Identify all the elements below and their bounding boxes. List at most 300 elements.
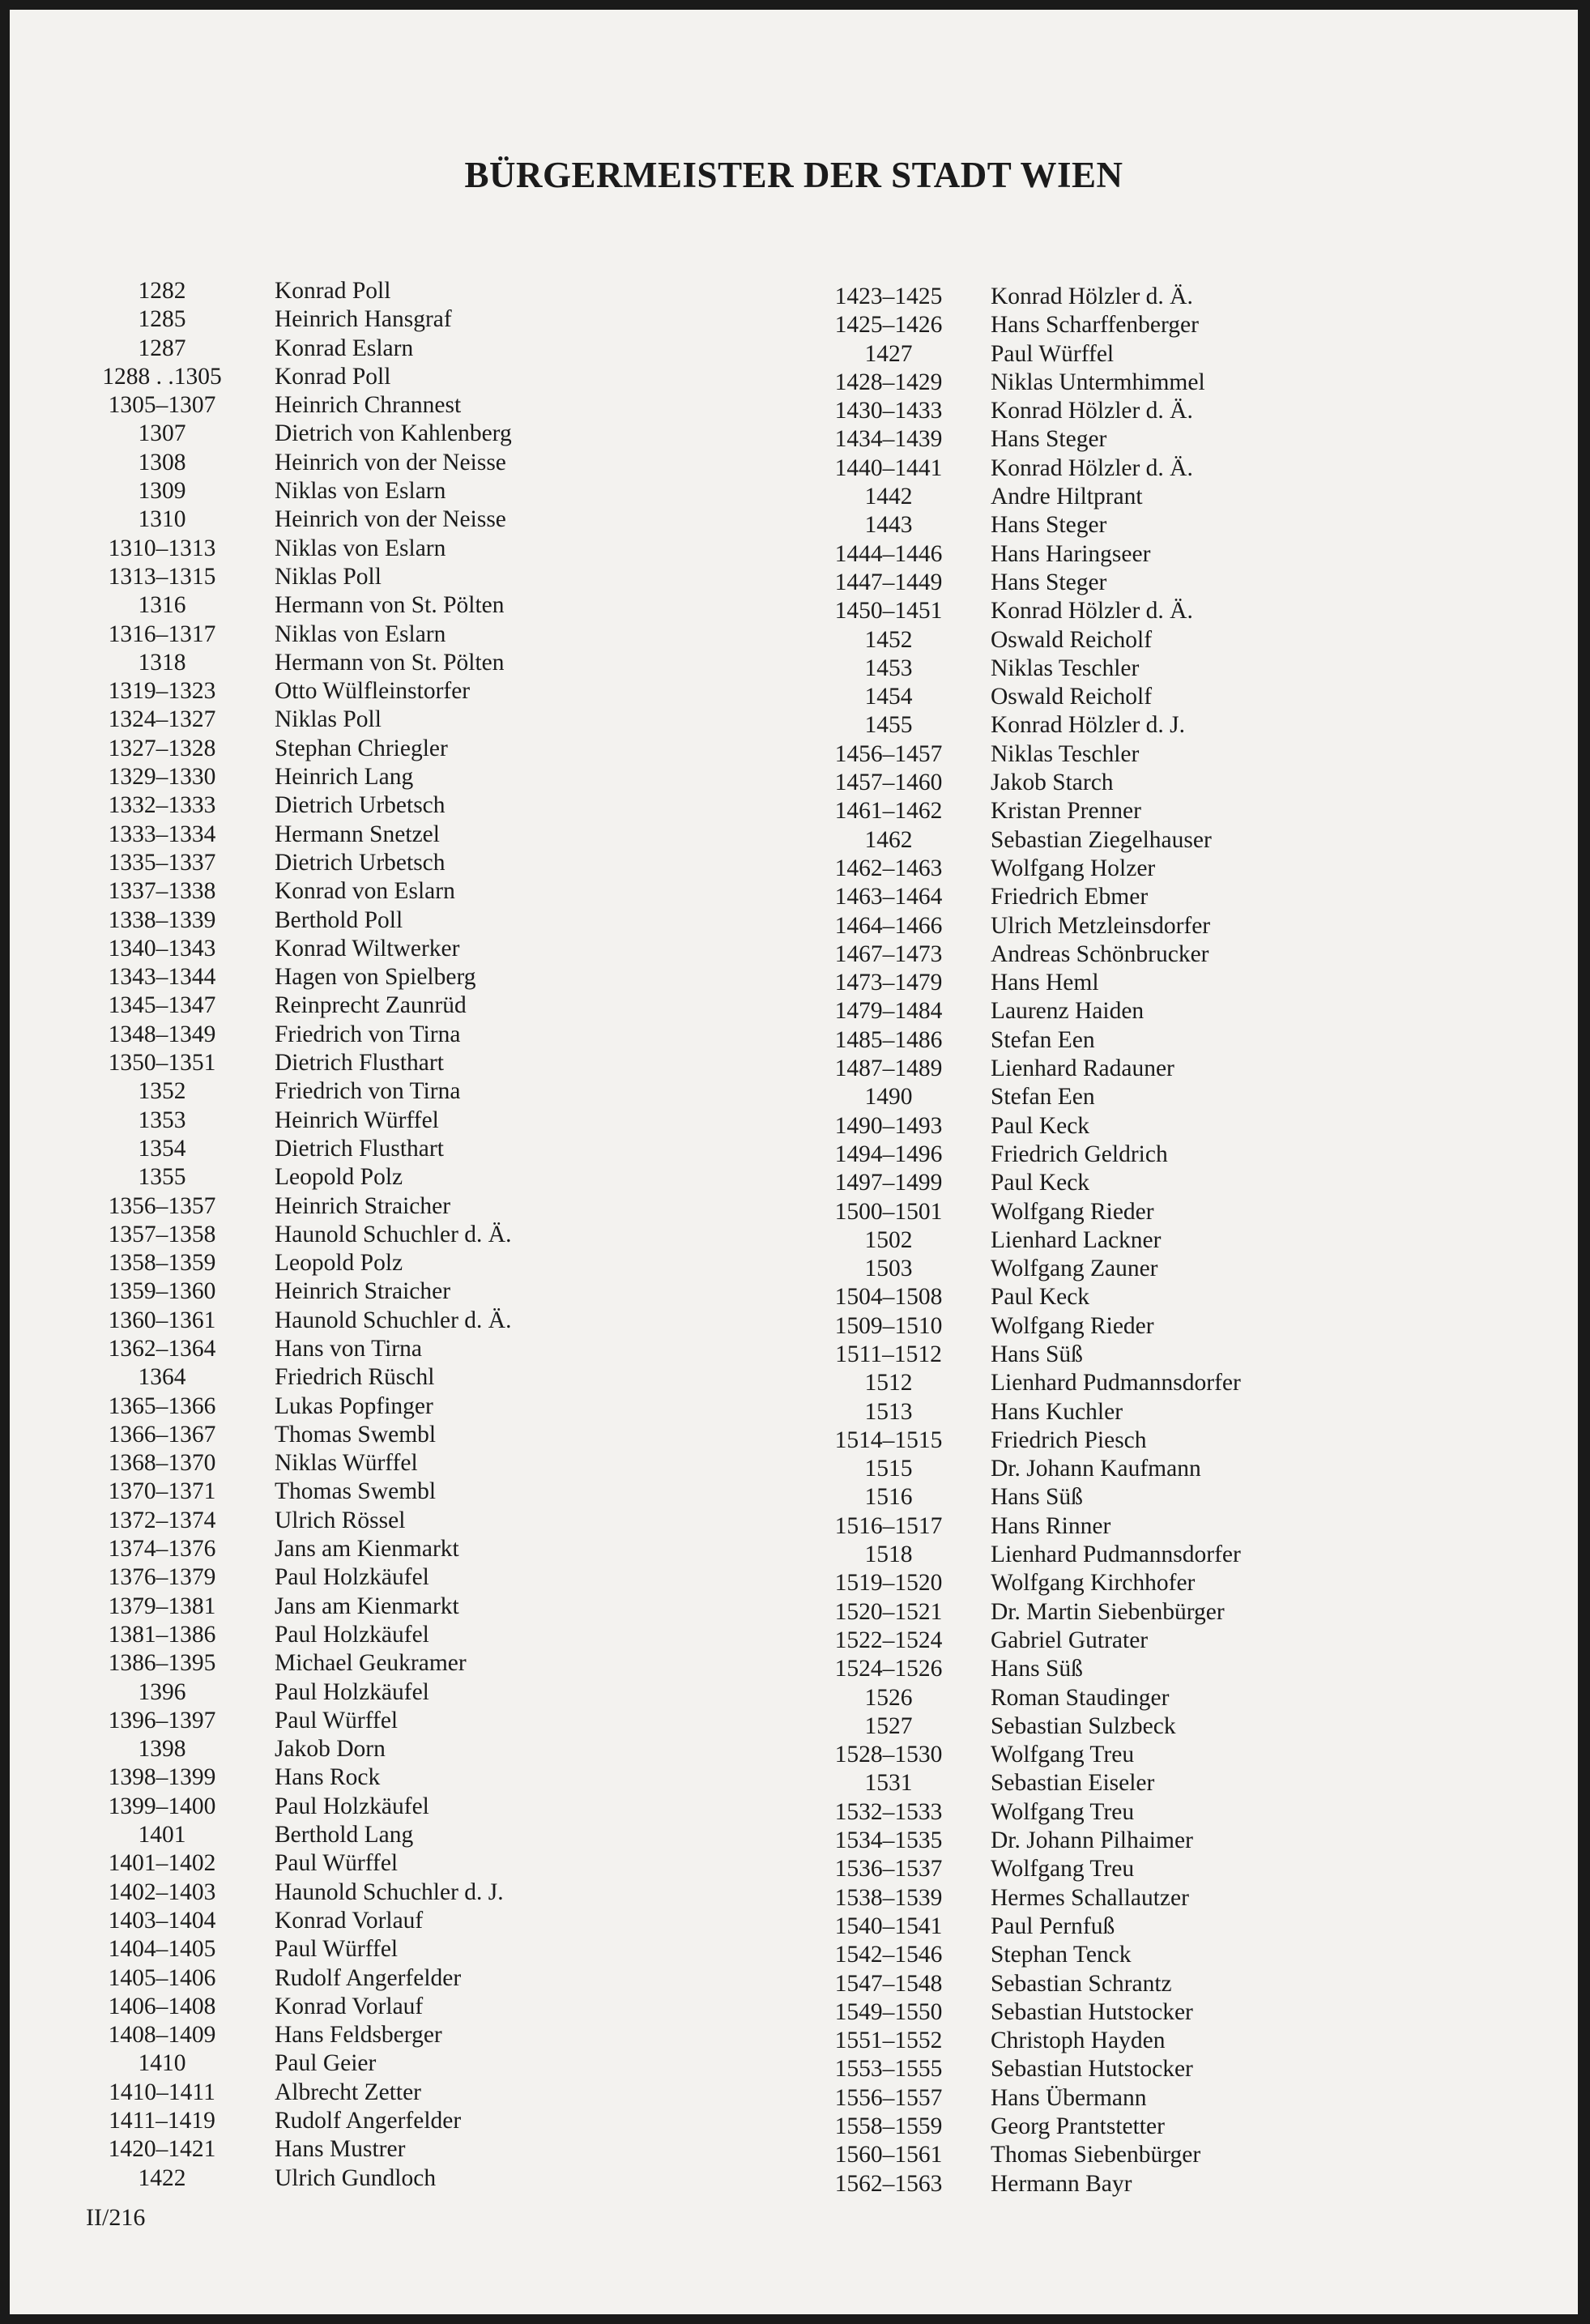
mayor-name: Konrad von Eslarn [275, 878, 455, 905]
term-years: 1473–1479 [834, 970, 943, 996]
mayor-entry [808, 1455, 1241, 1483]
mayor-name: Sebastian Schrantz [991, 1970, 1172, 1997]
mayor-name: Oswald Reicholf [991, 626, 1153, 653]
term-years: 1519–1520 [834, 1570, 943, 1597]
mayor-entry [87, 449, 512, 477]
mayor-entry [87, 1621, 512, 1649]
mayor-entry [87, 477, 512, 505]
mayor-entry [808, 369, 1241, 397]
mayor-entry [808, 1512, 1241, 1541]
mayor-entry [87, 963, 512, 991]
mayor-name: Sebastian Eiseler [991, 1770, 1155, 1797]
mayor-entry [87, 1535, 512, 1563]
term-years: 1428–1429 [834, 369, 943, 395]
mayor-name: Kristan Prenner [991, 798, 1141, 825]
term-years: 1307 [138, 420, 186, 447]
mayor-list-right-column [808, 283, 1241, 2198]
mayor-name: Hans Haringseer [991, 540, 1151, 567]
mayor-entry [87, 1077, 512, 1106]
mayor-entry [808, 912, 1241, 940]
mayor-name: Paul Keck [991, 1170, 1090, 1196]
mayor-entry [808, 340, 1241, 369]
mayor-entry [87, 1593, 512, 1621]
mayor-name: Hans Heml [991, 970, 1099, 996]
mayor-name: Paul Keck [991, 1284, 1090, 1311]
mayor-name: Hans Scharffenberger [991, 312, 1199, 339]
mayor-entry [87, 1793, 512, 1821]
term-years: 1490–1493 [834, 1112, 943, 1139]
mayor-entry [87, 620, 512, 649]
term-years: 1285 [138, 306, 186, 333]
term-years: 1497–1499 [834, 1170, 943, 1196]
term-years: 1540–1541 [834, 1913, 943, 1939]
mayor-entry [808, 1798, 1241, 1827]
mayor-entry [808, 1169, 1241, 1197]
mayor-entry [808, 2027, 1241, 2055]
mayor-entry [808, 1569, 1241, 1597]
mayor-name: Stefan Een [991, 1026, 1095, 1053]
term-years: 1467–1473 [834, 940, 943, 967]
term-years: 1355 [138, 1164, 186, 1191]
mayor-name: Wolfgang Zauner [991, 1256, 1158, 1282]
term-years: 1454 [864, 684, 913, 710]
term-years: 1527 [864, 1712, 913, 1739]
term-years: 1500–1501 [834, 1198, 943, 1225]
term-years: 1450–1451 [834, 598, 943, 625]
mayor-name: Berthold Poll [275, 906, 403, 933]
term-years: 1494–1496 [834, 1141, 943, 1167]
mayor-entry [808, 425, 1241, 454]
term-years: 1402–1403 [108, 1878, 216, 1905]
mayor-name: Wolfgang Treu [991, 1798, 1135, 1825]
mayor-entry [87, 2021, 512, 2049]
term-years: 1356–1357 [108, 1192, 216, 1219]
mayor-entry [87, 1107, 512, 1135]
term-years: 1524–1526 [834, 1656, 943, 1682]
mayor-entry [87, 2079, 512, 2107]
mayor-name: Paul Holzkäufel [275, 1793, 429, 1819]
mayor-entry [808, 454, 1241, 483]
mayor-entry [87, 1392, 512, 1421]
mayor-entry [808, 2113, 1241, 2141]
mayor-entry [808, 1483, 1241, 1512]
mayor-name: Georg Prantstetter [991, 2113, 1165, 2139]
document-page [10, 10, 1578, 2314]
term-years: 1358–1359 [108, 1250, 216, 1277]
mayor-name: Thomas Siebenbürger [991, 2142, 1201, 2168]
term-years: 1562–1563 [834, 2170, 943, 2197]
mayor-name: Friedrich Ebmer [991, 884, 1149, 910]
mayor-entry [808, 2055, 1241, 2083]
term-years: 1425–1426 [834, 312, 943, 339]
mayor-name: Konrad Vorlauf [275, 1993, 424, 2019]
mayor-name: Ulrich Rössel [275, 1507, 406, 1533]
term-years: 1362–1364 [108, 1335, 216, 1362]
mayor-entry [808, 1541, 1241, 1569]
mayor-entry [808, 1255, 1241, 1283]
mayor-name: Stephan Tenck [991, 1942, 1132, 1968]
term-years: 1503 [864, 1256, 913, 1282]
mayor-name: Niklas Poll [275, 563, 382, 590]
mayor-entry [87, 1964, 512, 1993]
mayor-name: Stefan Een [991, 1084, 1095, 1111]
term-years: 1410–1411 [109, 2079, 215, 2105]
term-years: 1381–1386 [108, 1621, 216, 1648]
mayor-name: Heinrich Würffel [275, 1107, 439, 1133]
term-years: 1513 [864, 1398, 913, 1425]
mayor-name: Lienhard Radauner [991, 1055, 1174, 1082]
mayor-entry [808, 283, 1241, 311]
mayor-entry [87, 1221, 512, 1249]
mayor-name: Heinrich Lang [275, 764, 414, 791]
mayor-name: Heinrich von der Neisse [275, 506, 506, 533]
term-years: 1366–1367 [108, 1421, 216, 1448]
mayor-entry [808, 1083, 1241, 1111]
mayor-entry [87, 1449, 512, 1478]
term-years: 1337–1338 [108, 878, 216, 905]
term-years: 1534–1535 [834, 1827, 943, 1854]
mayor-entry [87, 1993, 512, 2021]
mayor-entry [87, 1678, 512, 1707]
term-years: 1532–1533 [834, 1798, 943, 1825]
term-years: 1536–1537 [834, 1856, 943, 1883]
term-years: 1313–1315 [108, 563, 216, 590]
term-years: 1370–1371 [108, 1478, 216, 1505]
term-years: 1310–1313 [108, 535, 216, 561]
mayor-name: Berthold Lang [275, 1822, 414, 1849]
mayor-entry [808, 597, 1241, 625]
mayor-entry [87, 2135, 512, 2164]
mayor-entry [808, 826, 1241, 855]
mayor-entry [808, 1741, 1241, 1769]
mayor-entry [808, 1226, 1241, 1255]
mayor-name: Paul Keck [991, 1112, 1090, 1139]
mayor-entry [87, 1563, 512, 1592]
mayor-entry [808, 626, 1241, 655]
term-years: 1547–1548 [834, 1970, 943, 1997]
mayor-name: Michael Geukramer [275, 1650, 467, 1677]
term-years: 1332–1333 [108, 792, 216, 819]
mayor-entry [808, 1341, 1241, 1369]
mayor-name: Heinrich Chrannest [275, 392, 462, 419]
mayor-name: Leopold Polz [275, 1250, 403, 1277]
mayor-name: Haunold Schuchler d. Ä. [275, 1307, 512, 1333]
mayor-name: Hermann von St. Pölten [275, 592, 505, 619]
mayor-entry [808, 311, 1241, 339]
mayor-name: Lienhard Pudmannsdorfer [991, 1542, 1241, 1568]
mayor-entry [87, 305, 512, 334]
mayor-entry [808, 883, 1241, 911]
mayor-entry [87, 1878, 512, 1907]
mayor-name: Hans Mustrer [275, 2136, 406, 2163]
mayor-name: Wolfgang Treu [991, 1856, 1135, 1883]
term-years: 1333–1334 [108, 821, 216, 847]
mayor-entry [808, 540, 1241, 569]
mayor-name: Haunold Schuchler d. J. [275, 1878, 504, 1905]
term-years: 1440–1441 [834, 454, 943, 481]
mayor-entry [808, 1913, 1241, 1941]
mayor-entry [808, 940, 1241, 969]
term-years: 1372–1374 [108, 1507, 216, 1533]
term-years: 1350–1351 [108, 1050, 216, 1077]
mayor-entry [808, 655, 1241, 683]
mayor-entry [87, 1163, 512, 1192]
mayor-entry [808, 1055, 1241, 1083]
term-years: 1406–1408 [108, 1993, 216, 2019]
mayor-entry [808, 1827, 1241, 1855]
mayor-name: Hermann von St. Pölten [275, 649, 505, 676]
mayor-entry [87, 791, 512, 820]
mayor-name: Hans Steger [991, 426, 1107, 453]
mayor-entry [87, 1021, 512, 1049]
mayor-name: Leopold Polz [275, 1164, 403, 1191]
term-years: 1549–1550 [834, 1998, 943, 2025]
mayor-entry [808, 511, 1241, 539]
term-years: 1305–1307 [108, 392, 216, 419]
term-years: 1463–1464 [834, 884, 943, 910]
mayor-name: Heinrich von der Neisse [275, 449, 506, 475]
mayor-name: Friedrich Geldrich [991, 1141, 1168, 1167]
term-years: 1360–1361 [108, 1307, 216, 1333]
mayor-entry [87, 1935, 512, 1964]
term-years: 1368–1370 [108, 1450, 216, 1477]
mayor-name: Hans Steger [991, 512, 1107, 539]
term-years: 1399–1400 [108, 1793, 216, 1819]
mayor-name: Albrecht Zetter [275, 2079, 422, 2105]
mayor-name: Lukas Popfinger [275, 1392, 433, 1419]
mayor-name: Hermann Bayr [991, 2170, 1132, 2197]
term-years: 1423–1425 [834, 284, 943, 309]
term-years: 1422 [138, 2164, 186, 2191]
mayor-entry [87, 649, 512, 677]
mayor-name: Hermes Schallautzer [991, 1884, 1189, 1911]
term-years: 1357–1358 [108, 1221, 216, 1247]
mayor-name: Konrad Hölzler d. Ä. [991, 284, 1193, 309]
term-years: 1345–1347 [108, 992, 216, 1019]
mayor-name: Lienhard Lackner [991, 1226, 1162, 1253]
mayor-entry [808, 997, 1241, 1026]
mayor-entry [808, 1998, 1241, 2027]
mayor-name: Paul Holzkäufel [275, 1621, 429, 1648]
term-years: 1318 [138, 649, 186, 676]
term-years: 1487–1489 [834, 1055, 943, 1082]
mayor-name: Ulrich Metzleinsdorfer [991, 912, 1211, 939]
term-years: 1353 [138, 1107, 186, 1133]
term-years: 1398–1399 [108, 1764, 216, 1791]
mayor-name: Sebastian Sulzbeck [991, 1712, 1176, 1739]
mayor-name: Niklas Teschler [991, 740, 1140, 767]
mayor-name: Roman Staudinger [991, 1684, 1170, 1711]
mayor-name: Hermann Snetzel [275, 821, 440, 847]
term-years: 1316–1317 [108, 620, 216, 647]
mayor-entry [808, 1884, 1241, 1913]
mayor-entry [808, 740, 1241, 769]
term-years: 1364 [138, 1364, 186, 1391]
term-years: 1455 [864, 712, 913, 739]
mayor-name: Wolfgang Holzer [991, 855, 1156, 881]
mayor-name: Ulrich Gundloch [275, 2164, 437, 2191]
mayor-entry [87, 1849, 512, 1878]
mayor-entry [87, 1277, 512, 1306]
mayor-name: Jans am Kienmarkt [275, 1593, 459, 1619]
mayor-entry [808, 2141, 1241, 2169]
mayor-name: Wolfgang Rieder [991, 1312, 1154, 1339]
mayor-entry [87, 735, 512, 763]
term-years: 1335–1337 [108, 849, 216, 876]
mayor-entry [808, 1198, 1241, 1226]
term-years: 1379–1381 [108, 1593, 216, 1619]
term-years: 1434–1439 [834, 426, 943, 453]
mayor-name: Hans Feldsberger [275, 2022, 442, 2049]
mayor-entry [87, 1192, 512, 1221]
term-years: 1531 [864, 1770, 913, 1797]
mayor-entry [87, 1478, 512, 1506]
mayor-entry [87, 1507, 512, 1535]
mayor-name: Paul Holzkäufel [275, 1678, 429, 1705]
term-years: 1522–1524 [834, 1627, 943, 1653]
mayor-name: Konrad Hölzler d. Ä. [991, 598, 1193, 625]
term-years: 1340–1343 [108, 935, 216, 962]
mayor-name: Niklas Poll [275, 706, 382, 733]
mayor-entry [808, 1769, 1241, 1797]
mayor-name: Niklas von Eslarn [275, 478, 446, 505]
term-years: 1308 [138, 449, 186, 475]
term-years: 1538–1539 [834, 1884, 943, 1911]
mayor-name: Hans Süß [991, 1341, 1083, 1367]
mayor-entry [808, 1312, 1241, 1341]
mayor-name: Dr. Martin Siebenbürger [991, 1598, 1225, 1625]
mayor-list-left-column [87, 277, 512, 2193]
term-years: 1452 [864, 626, 913, 653]
term-years: 1490 [864, 1084, 913, 1111]
term-years: 1401–1402 [108, 1850, 216, 1877]
mayor-entry [87, 535, 512, 563]
mayor-name: Hans von Tirna [275, 1335, 422, 1362]
term-years: 1343–1344 [108, 964, 216, 991]
mayor-name: Dietrich Urbetsch [275, 792, 445, 819]
mayor-entry [87, 821, 512, 849]
mayor-name: Reinprecht Zaunrüd [275, 992, 467, 1019]
mayor-name: Niklas Untermhimmel [991, 369, 1205, 395]
term-years: 1410 [138, 2050, 186, 2077]
term-years: 1365–1366 [108, 1392, 216, 1419]
mayor-entry [87, 935, 512, 963]
mayor-entry [808, 397, 1241, 425]
term-years: 1316 [138, 592, 186, 619]
term-years: 1386–1395 [108, 1650, 216, 1677]
term-years: 1526 [864, 1684, 913, 1711]
term-years: 1514–1515 [834, 1426, 943, 1453]
mayor-entry [87, 991, 512, 1020]
mayor-name: Thomas Swembl [275, 1478, 437, 1505]
mayor-entry [808, 1941, 1241, 1969]
term-years: 1327–1328 [108, 735, 216, 761]
mayor-name: Friedrich Piesch [991, 1426, 1147, 1453]
term-years: 1551–1552 [834, 2028, 943, 2054]
mayor-name: Dietrich Flusthart [275, 1135, 444, 1162]
term-years: 1462–1463 [834, 855, 943, 881]
term-years: 1324–1327 [108, 706, 216, 733]
mayor-entry [808, 1598, 1241, 1627]
mayor-name: Wolfgang Treu [991, 1742, 1135, 1768]
mayor-entry [87, 906, 512, 935]
mayor-entry [808, 769, 1241, 797]
term-years: 1479–1484 [834, 998, 943, 1025]
mayor-entry [808, 683, 1241, 711]
mayor-name: Niklas von Eslarn [275, 620, 446, 647]
term-years: 1405–1406 [108, 1964, 216, 1991]
mayor-name: Jans am Kienmarkt [275, 1536, 459, 1563]
term-years: 1398 [138, 1736, 186, 1763]
mayor-name: Andre Hiltprant [991, 484, 1143, 510]
mayor-name: Heinrich Hansgraf [275, 306, 452, 333]
term-years: 1374–1376 [108, 1536, 216, 1563]
mayor-entry [808, 1970, 1241, 1998]
mayor-entry [808, 1141, 1241, 1169]
mayor-entry [87, 505, 512, 534]
mayor-entry [87, 363, 512, 391]
term-years: 1528–1530 [834, 1742, 943, 1768]
mayor-name: Heinrich Straicher [275, 1192, 451, 1219]
term-years: 1464–1466 [834, 912, 943, 939]
mayor-name: Dr. Johann Kaufmann [991, 1456, 1201, 1482]
mayor-name: Paul Würffel [991, 340, 1115, 367]
mayor-entry [87, 763, 512, 791]
term-years: 1354 [138, 1135, 186, 1162]
mayor-name: Otto Wülfleinstorfer [275, 678, 471, 705]
mayor-name: Wolfgang Kirchhofer [991, 1570, 1196, 1597]
term-years: 1457–1460 [834, 770, 943, 796]
mayor-entry [87, 1907, 512, 1935]
mayor-name: Christoph Hayden [991, 2028, 1166, 2054]
term-years: 1408–1409 [108, 2022, 216, 2049]
term-years: 1504–1508 [834, 1284, 943, 1311]
term-years: 1456–1457 [834, 740, 943, 767]
term-years: 1516–1517 [834, 1512, 943, 1539]
term-years: 1396 [138, 1678, 186, 1705]
mayor-name: Dr. Johann Pilhaimer [991, 1827, 1193, 1854]
mayor-entry [87, 1049, 512, 1077]
mayor-name: Paul Pernfuß [991, 1913, 1115, 1939]
term-years: 1430–1433 [834, 398, 943, 424]
mayor-name: Lienhard Pudmannsdorfer [991, 1370, 1241, 1397]
mayor-entry [808, 1283, 1241, 1311]
mayor-entry [87, 591, 512, 620]
mayor-entry [87, 2049, 512, 2078]
mayor-name: Paul Würffel [275, 1707, 399, 1733]
mayor-entry [808, 1369, 1241, 1397]
term-years: 1447–1449 [834, 569, 943, 595]
mayor-name: Dietrich von Kahlenberg [275, 420, 512, 447]
mayor-entry [808, 1398, 1241, 1426]
mayor-name: Konrad Hölzler d. J. [991, 712, 1186, 739]
mayor-entry [87, 849, 512, 877]
term-years: 1516 [864, 1484, 913, 1511]
term-years: 1352 [138, 1078, 186, 1105]
term-years: 1485–1486 [834, 1026, 943, 1053]
mayor-entry [87, 1821, 512, 1849]
mayor-name: Paul Würffel [275, 1850, 399, 1877]
mayor-entry [87, 1249, 512, 1277]
term-years: 1309 [138, 478, 186, 505]
term-years: 1453 [864, 655, 913, 681]
mayor-name: Sebastian Hutstocker [991, 1998, 1193, 2025]
mayor-name: Stephan Chriegler [275, 735, 448, 761]
mayor-name: Friedrich Rüschl [275, 1364, 435, 1391]
mayor-name: Hans Rinner [991, 1512, 1111, 1539]
term-years: 1288 . .1305 [102, 363, 222, 390]
mayor-entry [87, 677, 512, 706]
